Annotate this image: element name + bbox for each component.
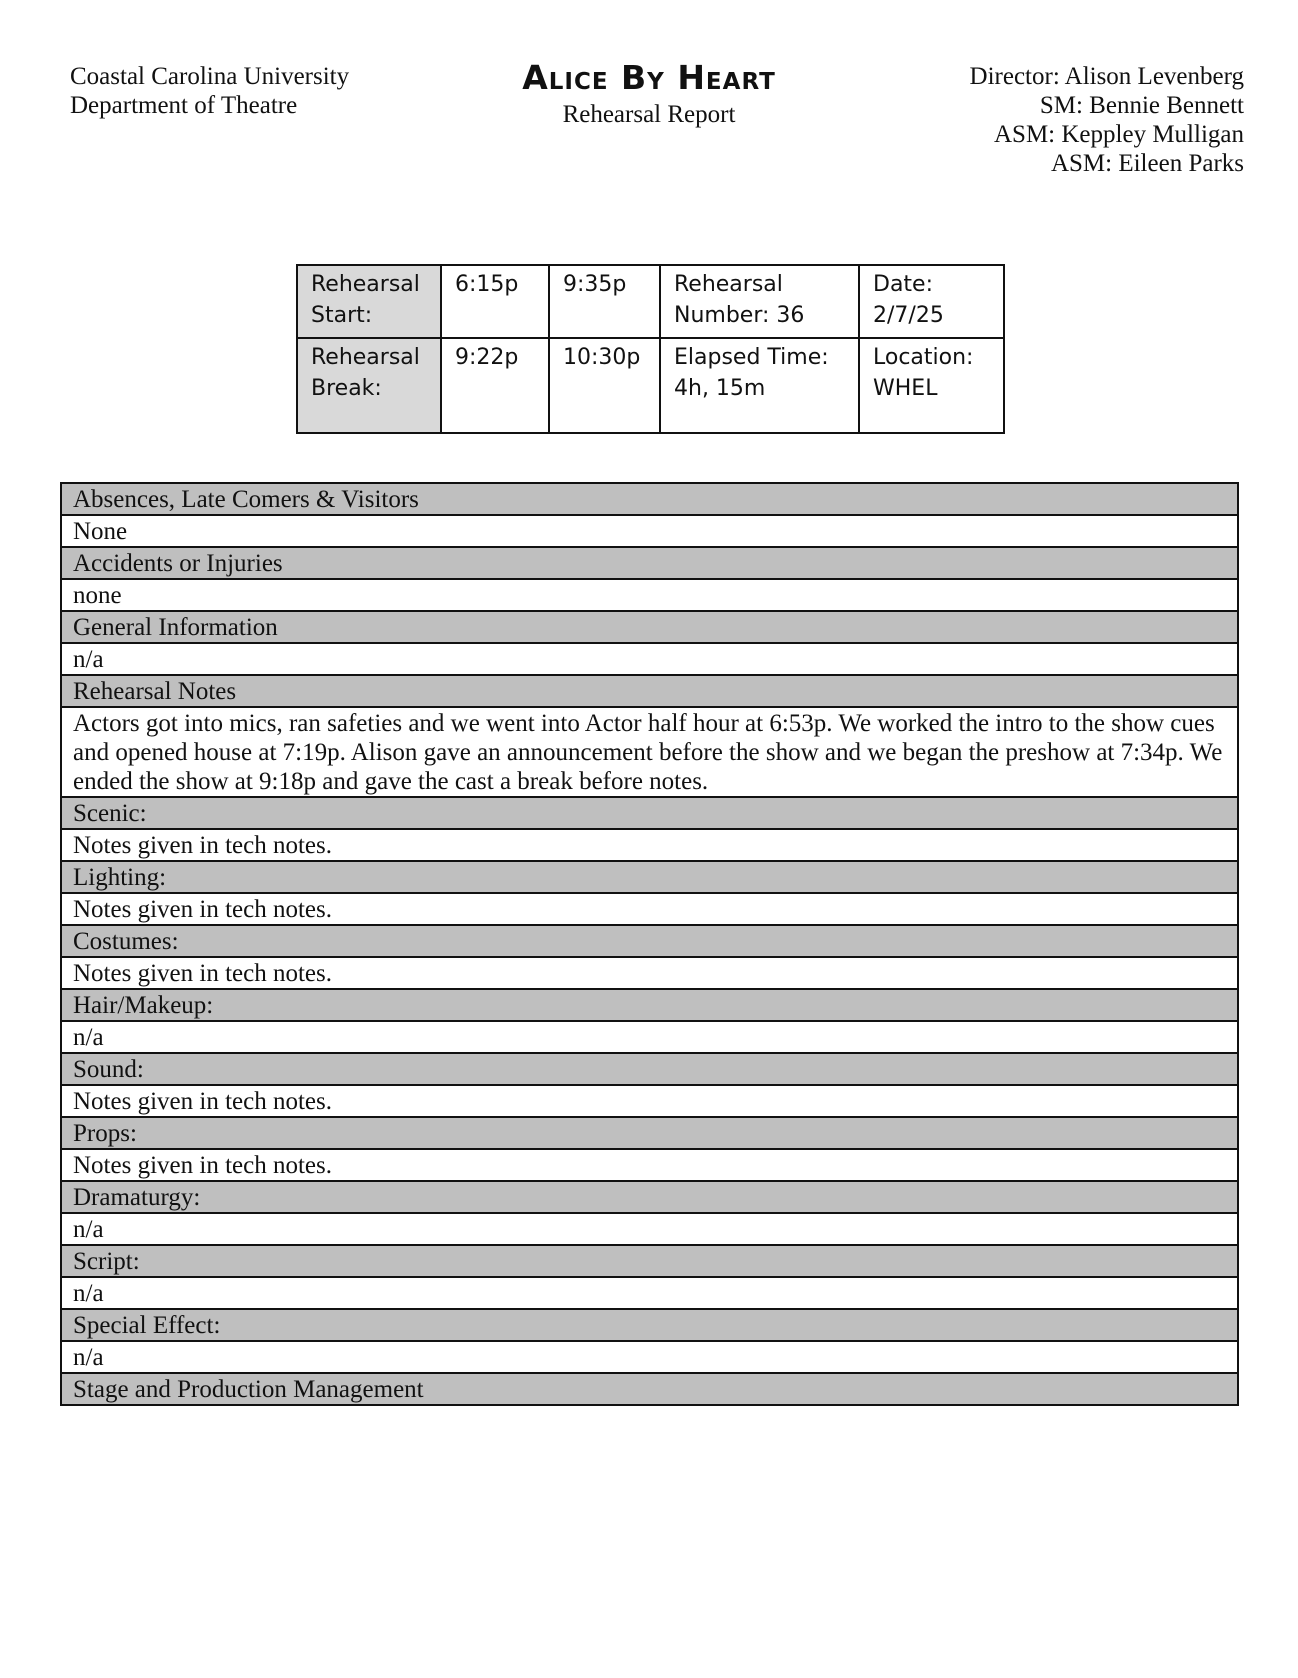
staff-director: Director: Alison Levenberg xyxy=(969,63,1244,90)
staff-asm-2: ASM: Eileen Parks xyxy=(1050,150,1244,177)
section-body-row xyxy=(61,893,1238,925)
section-body-row xyxy=(61,1085,1238,1117)
section-heading-row xyxy=(61,1309,1238,1341)
rehearsal-number-cell xyxy=(660,265,859,338)
section-body-costumes: Notes given in tech notes. xyxy=(61,957,1238,989)
section-heading-props: Props: xyxy=(61,1117,1238,1149)
times-row-start xyxy=(297,265,1004,338)
section-body-row xyxy=(61,579,1238,611)
staff-sm: SM: Bennie Bennett xyxy=(1039,92,1244,119)
start-label-cell xyxy=(297,265,441,338)
section-heading-row xyxy=(61,611,1238,643)
break-time-2: 10:30p xyxy=(549,338,660,433)
section-heading-row xyxy=(61,1117,1238,1149)
section-body-lighting: Notes given in tech notes. xyxy=(61,893,1238,925)
section-body-absences: None xyxy=(61,515,1238,547)
staff-block xyxy=(970,62,1244,178)
start-time-2: 9:35p xyxy=(549,265,660,338)
section-heading-row xyxy=(61,1053,1238,1085)
times-row-break xyxy=(297,338,1004,433)
section-heading-rehearsal-notes: Rehearsal Notes xyxy=(61,675,1238,707)
section-heading-row xyxy=(61,861,1238,893)
section-body-hair-makeup: n/a xyxy=(61,1021,1238,1053)
section-heading-hair-makeup: Hair/Makeup: xyxy=(61,989,1238,1021)
report-notes-table xyxy=(60,482,1239,1406)
section-heading-costumes: Costumes: xyxy=(61,925,1238,957)
section-body-accidents: none xyxy=(61,579,1238,611)
elapsed-time-label: Elapsed Time: xyxy=(674,345,829,370)
section-body-general-info: n/a xyxy=(61,643,1238,675)
break-label-line2: Break: xyxy=(311,376,382,401)
title-block xyxy=(449,58,849,130)
break-time-1: 9:22p xyxy=(441,338,549,433)
section-heading-scenic: Scenic: xyxy=(61,797,1238,829)
report-type: Rehearsal Report xyxy=(562,101,736,128)
section-heading-stage-management: Stage and Production Management xyxy=(61,1373,1238,1405)
section-heading-row xyxy=(61,547,1238,579)
section-heading-row xyxy=(61,1181,1238,1213)
section-heading-absences: Absences, Late Comers & Visitors xyxy=(61,483,1238,515)
section-body-row xyxy=(61,1213,1238,1245)
start-time-1: 6:15p xyxy=(441,265,549,338)
institution-name: Coastal Carolina University xyxy=(70,63,350,90)
rehearsal-number-label: Rehearsal xyxy=(674,272,783,297)
section-heading-dramaturgy: Dramaturgy: xyxy=(61,1181,1238,1213)
section-heading-row xyxy=(61,797,1238,829)
section-heading-row xyxy=(61,1373,1238,1405)
location-value: WHEL xyxy=(873,376,938,401)
break-label-line1: Rehearsal xyxy=(311,345,420,370)
section-heading-lighting: Lighting: xyxy=(61,861,1238,893)
section-body-rehearsal-notes: Actors got into mics, ran safeties and we went into Actor half hour at 6:53p. We worked the intro to the show cues and opened house at 7:19p. Alison gave an announcement before the show and we began the preshow at 7:34p. We ended the show at 9:18p and gave the cast a break before notes. xyxy=(61,707,1238,797)
section-heading-row xyxy=(61,483,1238,515)
section-body-props: Notes given in tech notes. xyxy=(61,1149,1238,1181)
section-body-script: n/a xyxy=(61,1277,1238,1309)
section-body-row xyxy=(61,707,1238,797)
section-body-scenic: Notes given in tech notes. xyxy=(61,829,1238,861)
section-body-row xyxy=(61,1277,1238,1309)
break-label-cell xyxy=(297,338,441,433)
elapsed-time-cell xyxy=(660,338,859,433)
rehearsal-times-table xyxy=(296,264,1005,434)
date-label: Date: xyxy=(873,272,933,297)
date-cell xyxy=(859,265,1004,338)
section-heading-row xyxy=(61,925,1238,957)
section-body-row xyxy=(61,957,1238,989)
elapsed-time-value: 4h, 15m xyxy=(674,376,766,401)
section-heading-row xyxy=(61,989,1238,1021)
start-label-line1: Rehearsal xyxy=(311,272,420,297)
section-body-row xyxy=(61,829,1238,861)
section-body-row xyxy=(61,1341,1238,1373)
section-heading-general-info: General Information xyxy=(61,611,1238,643)
section-body-dramaturgy: n/a xyxy=(61,1213,1238,1245)
rehearsal-number-value: Number: 36 xyxy=(674,303,805,328)
start-label-line2: Start: xyxy=(311,303,373,328)
section-body-special-effect: n/a xyxy=(61,1341,1238,1373)
department-name: Department of Theatre xyxy=(70,92,298,119)
institution-block xyxy=(70,62,349,120)
section-body-row xyxy=(61,1021,1238,1053)
show-title: Alice By Heart xyxy=(522,58,776,97)
section-heading-row xyxy=(61,1245,1238,1277)
date-value: 2/7/25 xyxy=(873,303,944,328)
section-body-row xyxy=(61,643,1238,675)
location-cell xyxy=(859,338,1004,433)
location-label: Location: xyxy=(873,345,974,370)
section-body-sound: Notes given in tech notes. xyxy=(61,1085,1238,1117)
section-heading-accidents: Accidents or Injuries xyxy=(61,547,1238,579)
section-heading-special-effect: Special Effect: xyxy=(61,1309,1238,1341)
section-body-row xyxy=(61,515,1238,547)
section-heading-sound: Sound: xyxy=(61,1053,1238,1085)
section-heading-row xyxy=(61,675,1238,707)
section-body-row xyxy=(61,1149,1238,1181)
section-heading-script: Script: xyxy=(61,1245,1238,1277)
staff-asm-1: ASM: Keppley Mulligan xyxy=(994,121,1244,148)
